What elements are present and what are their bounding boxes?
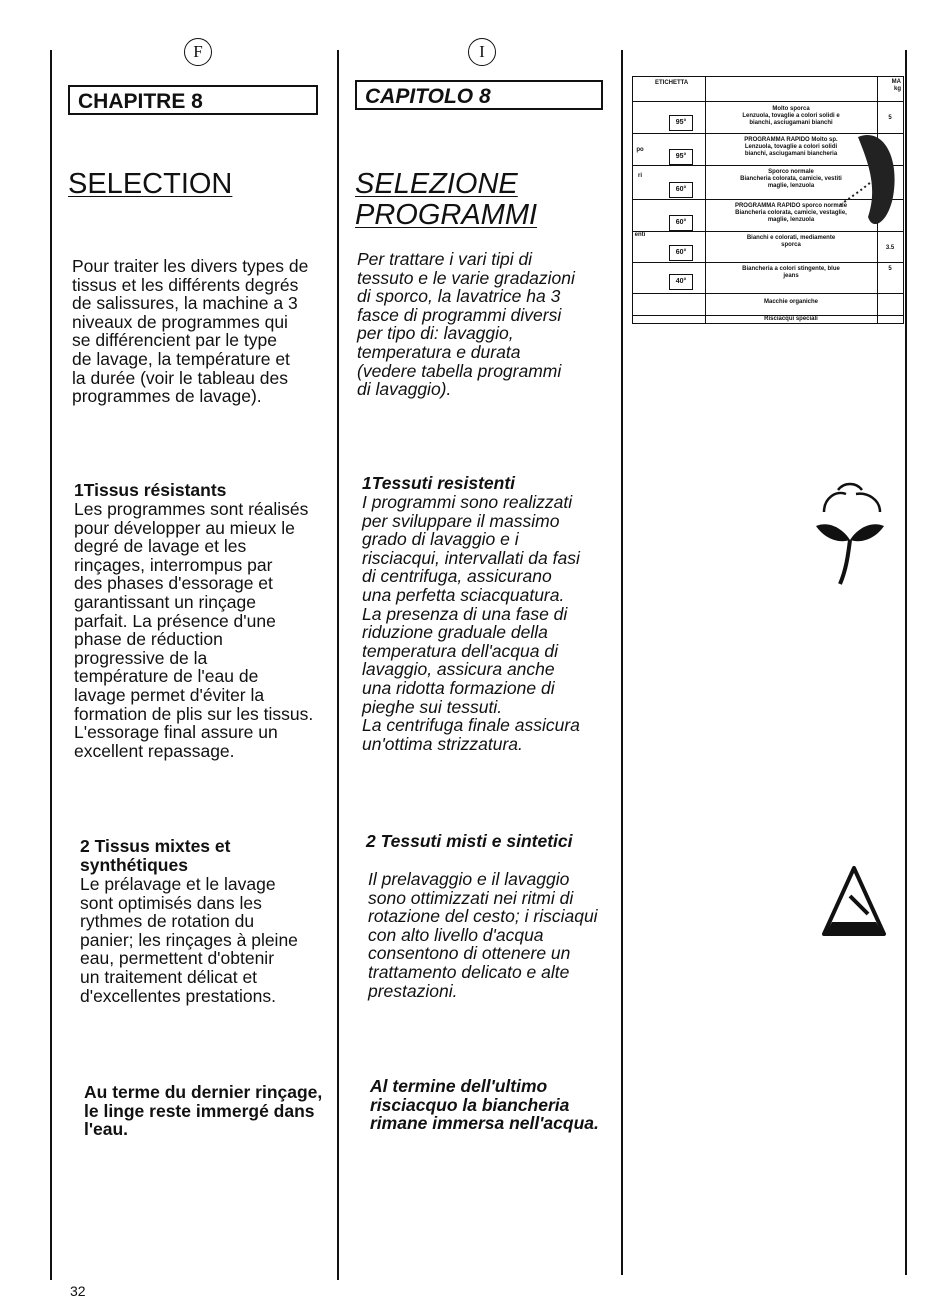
table-side-label: po — [636, 147, 644, 153]
table-row-kg: 3.5 — [885, 245, 895, 251]
chapter-heading-french: CHAPITRE 8 — [68, 85, 318, 115]
care-label-tag: 40° — [669, 274, 693, 290]
table-side-label: ri — [637, 173, 642, 179]
care-label-tag: 95° — [669, 115, 693, 131]
intro-text-french: Pour traiter les divers types de tissus et les différents degrés de salissures, la machine a 3 niveaux de programmes qui se différencient par le type de lavage, la température et la durée (voir le tableau des programmes de lavage). — [72, 256, 309, 407]
table-col-divider — [705, 77, 706, 323]
country-badge-french: F — [184, 38, 212, 66]
column-divider-table — [621, 50, 623, 1275]
program-table — [632, 76, 904, 324]
closing-note-french: Au terme du dernier rinçage, le linge reste immergé dans l'eau. — [84, 1082, 323, 1140]
page-title-italian-line1: SELEZIONE — [355, 168, 518, 200]
table-header-label: ETICHETTA — [655, 80, 689, 86]
column-divider-middle — [337, 50, 339, 1280]
care-label-tag: 95° — [669, 149, 693, 165]
table-row-text: Bianchi e colorati, mediamente sporca — [746, 235, 836, 248]
page-title-italian-line2: PROGRAMMI — [355, 199, 538, 231]
table-header-load: MA kg — [891, 79, 901, 92]
table-row-text: PROGRAMMA RAPIDO sporco normale Biancheria colorata, camicie, vestaglie, maglie, lenzuola — [734, 203, 848, 223]
table-row-text: Molto sporca Lenzuola, tovaglie a colori solidi e bianchi, asciugamani bianchi — [742, 106, 840, 126]
care-label-tag: 60° — [669, 215, 693, 231]
page-number: 32 — [70, 1283, 86, 1299]
cotton-icon — [810, 478, 890, 588]
chapter-heading-italian: CAPITOLO 8 — [355, 80, 603, 110]
column-divider-left — [50, 50, 52, 1280]
care-label-tag: 60° — [669, 182, 693, 198]
section1-body-italian: I programmi sono realizzati per sviluppare il massimo grado di lavaggio e i risciacqui, intervallati da fasi di centrifuga, assicurano una perfetta sciacquatura. La presenza di una fase di riduzione graduale della temperatura dell'acqua di lavaggio, assicura anche una ridotta formazione di pieghe sui tessuti. La centrifuga finale assicura un'ottima strizzatura. — [362, 492, 580, 754]
country-badge-italian: I — [468, 38, 496, 66]
section2-body-french: Le prélavage et le lavage sont optimisés dans les rythmes de rotation du panier; les rinçages à pleine eau, permettent d'obtenir un traitement délicat et d'excellentes prestations. — [80, 874, 298, 1006]
table-smudge-mark — [838, 117, 903, 237]
section2-heading-french: 2 Tissus mixtes et synthétiques — [80, 836, 231, 875]
table-row-text: PROGRAMMA RAPIDO Molto sp. Lenzuola, tovaglie a colori solidi bianchi, asciugamani biancheria — [744, 137, 838, 157]
table-row-text: Macchie organiche — [763, 299, 819, 305]
section2-heading-italian: 2 Tessuti misti e sintetici — [366, 831, 573, 851]
section1-body-french: Les programmes sont réalisés pour développer au mieux le degré de lavage et les rinçages, interrompus par des phases d'essorage et garantissant un rinçage parfait. La présence d'une phase de réduction progressive de la température de l'eau de lavage permet d'éviter la formation de plis sur les tissus. L'essorage final assure un excellent repassage. — [74, 499, 314, 761]
table-row-kg: 5 — [888, 115, 892, 121]
intro-text-italian: Per trattare i vari tipi di tessuto e le varie gradazioni di sporco, la lavatrice ha 3 fasce di programmi diversi per tipo di: lavaggio, temperatura e durata (vedere tabella programmi di lavaggio). — [357, 249, 575, 400]
table-row-text: Biancheria a colori stingente, blue jeans — [742, 266, 840, 279]
table-row-text: Risciacqui speciali — [764, 316, 818, 322]
section1-heading-italian: 1Tessuti resistenti — [362, 473, 516, 493]
column-divider-right — [905, 50, 907, 1275]
table-side-label: enti — [634, 232, 646, 238]
section2-body-italian: Il prelavaggio e il lavaggio sono ottimizzati nei ritmi di rotazione del cesto; i risciaqui con alto livello d'acqua consentono di ottenere un trattamento delicato e alte prestazioni. — [368, 869, 598, 1001]
page-title-french: SELECTION — [68, 168, 233, 200]
table-row-text: Sporco normale Biancheria colorata, camicie, vestiti maglie, lenzuola — [740, 169, 842, 189]
table-row-kg: 5 — [888, 266, 892, 272]
closing-note-italian: Al termine dell'ultimo risciacquo la biancheria rimane immersa nell'acqua. — [370, 1076, 599, 1134]
water-level-icon — [818, 862, 894, 946]
care-label-tag: 60° — [669, 245, 693, 261]
section1-heading-french: 1Tissus résistants — [74, 480, 227, 500]
